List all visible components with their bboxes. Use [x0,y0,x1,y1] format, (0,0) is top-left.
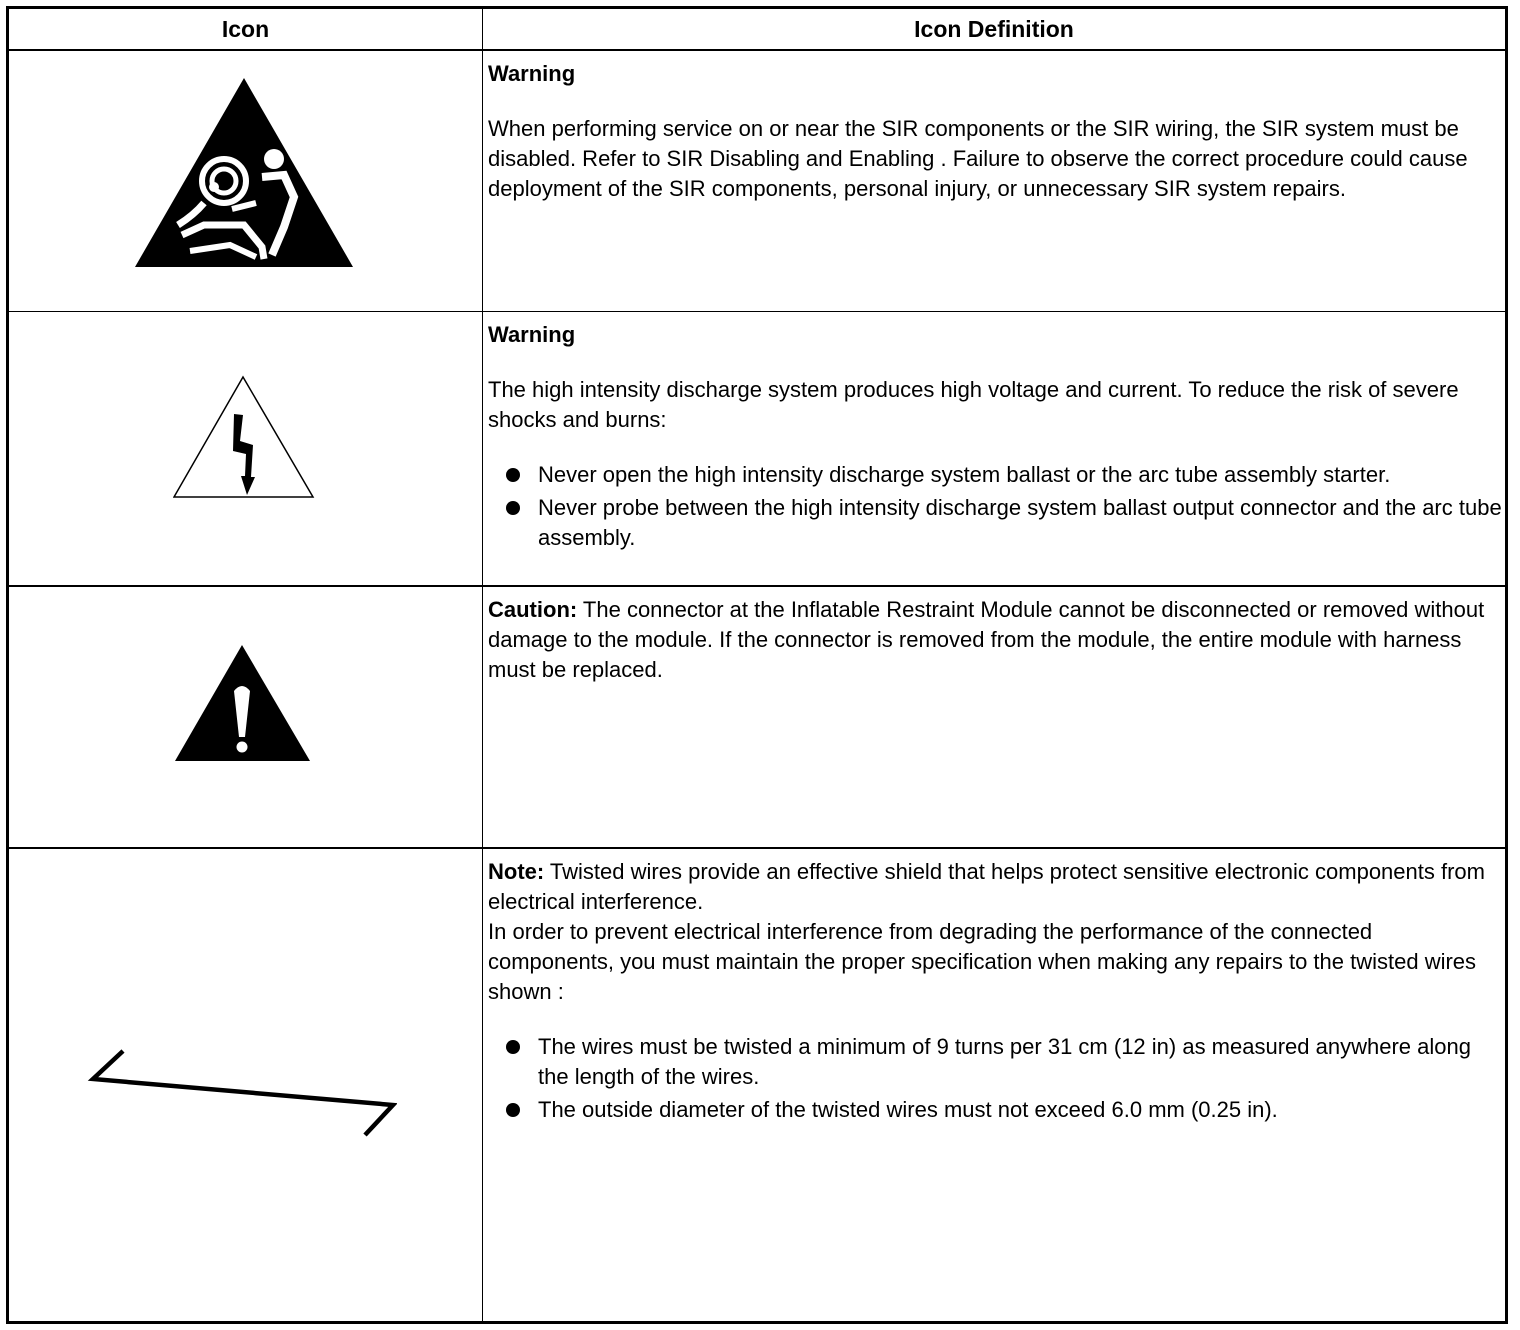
bullet-list [488,1032,1503,1125]
table-row-icon-cell [9,587,482,847]
table-row-definition [488,857,1503,1128]
column-header-definition: Icon Definition [914,16,1074,42]
list-item: The wires must be twisted a minimum of 9 turns per 31 cm (12 in) as measured anywhere along the length of the wires. [488,1032,1503,1092]
definition-text: In order to prevent electrical interference from degrading the performance of the connected components, you must maintain the proper specification when making any repairs to the twisted wires shown : [488,919,1477,1004]
definition-text: The high intensity discharge system produces high voltage and current. To reduce the risk of severe shocks and burns: [488,377,1459,432]
bullet-icon [506,1103,520,1117]
table-row-definition [488,59,1503,204]
table-row-definition [488,595,1503,685]
high-voltage-warning-icon [173,375,315,499]
sir-airbag-warning-icon [134,75,356,269]
definition-text: When performing service on or near the SIR components or the SIR wiring, the SIR system must be disabled. Refer to SIR Disabling and Enabling . Failure to observe the correct procedure could cause deployment of the SIR components, personal injury, or unnecessary SIR system repairs. [488,116,1468,201]
list-item: The outside diameter of the twisted wires must not exceed 6.0 mm (0.25 in). [488,1095,1503,1125]
table-row-definition [488,320,1503,556]
table-row-icon-cell [9,312,482,585]
bullet-icon [506,501,520,515]
definition-text: Caution: The connector at the Inflatable Restraint Module cannot be disconnected or removed without damage to the module. If the connector is removed from the module, the entire module with harness must be replaced. [488,597,1485,682]
list-item: Never open the high intensity discharge system ballast or the arc tube assembly starter. [488,460,1503,490]
definition-text: Note: Twisted wires provide an effective shield that helps protect sensitive electronic components from electrical interference. [488,859,1485,914]
warning-title: Warning [488,322,576,347]
bullet-icon [506,1040,520,1054]
table-row-icon-cell [9,849,482,1321]
warning-title: Warning [488,61,576,86]
bullet-list [488,460,1503,553]
twisted-wire-icon [87,1047,397,1137]
column-header-icon: Icon [221,16,270,42]
column-divider [482,9,483,1321]
caution-label: Caution: [488,597,578,622]
list-item: Never probe between the high intensity discharge system ballast output connector and the arc tube assembly. [488,493,1503,553]
note-label: Note: [488,859,545,884]
bullet-icon [506,468,520,482]
icon-definition-table [6,6,1508,1324]
table-row-icon-cell [9,51,482,311]
caution-exclamation-icon [174,643,312,763]
